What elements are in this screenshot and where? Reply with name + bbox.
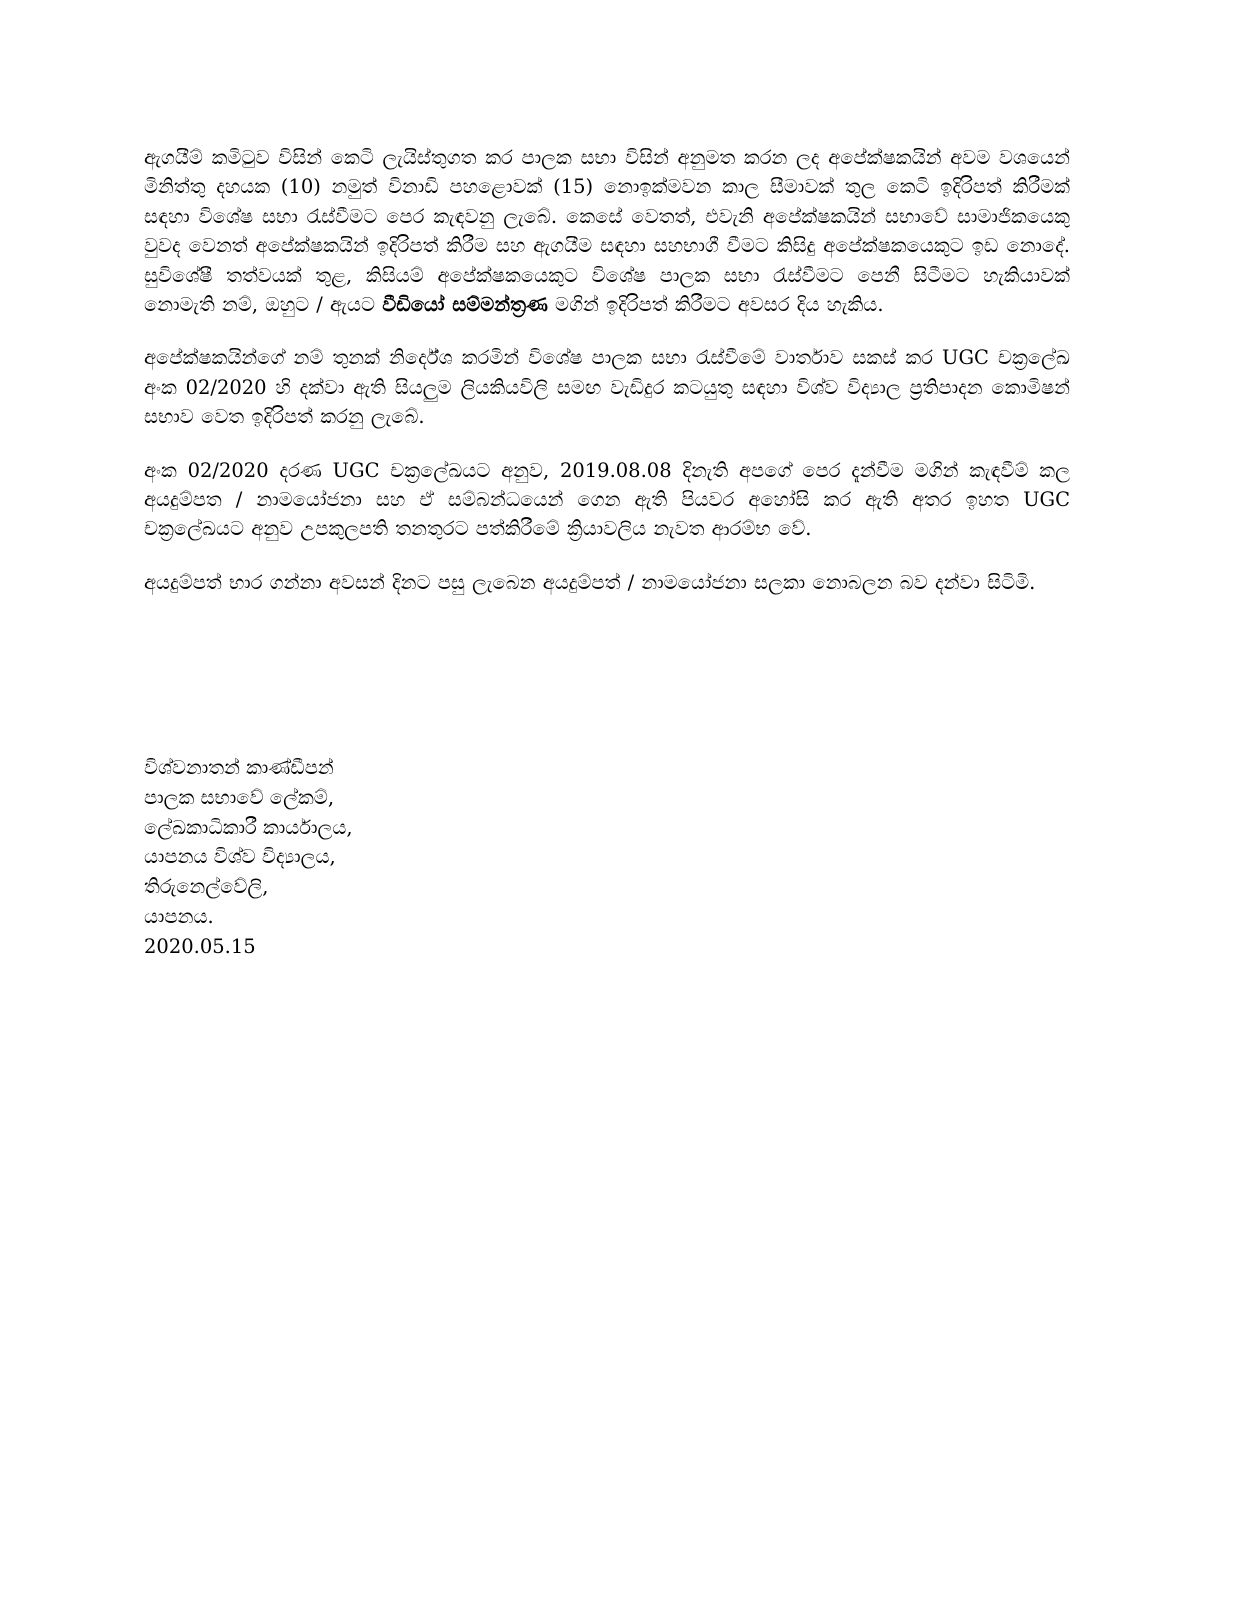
- document-body: [144, 143, 1070, 621]
- signatory-place: තිරුනෙල්වේලි,: [144, 875, 269, 899]
- signatory-city: යාපනය.: [144, 904, 214, 928]
- paragraph-text: ඇගයීම් කමිටුව විසින් කෙටි ලැයිස්තුගත කර පාලක සභා විසින් අනුමත කරන ලද අපේක්ෂකයින් අවම වශයෙන් මිනිත්තු දහයක (10) නමුත් විනාඩි පහළොවක් (15) නොඉක්මවන කාල සීමාවක් තුල කෙටි ඉදිරිපත් කිරීමක් සඳහා විශේෂ සභා රැස්වීමට පෙර කැඳවනු ලැබේ. කෙසේ වෙතත්, එවැනි අපේක්ෂකයින් සභාවේ සාමාජිකයෙකු වුවද වෙනත් අපේක්ෂකයින් ඉදිරිපත් කිරීම සහ ඇගයීම සඳහා සහභාගී වීමට කිසිදු අපේක්ෂකයෙකුට ඉඩ නොදේ. සුවිශේෂී තත්වයක් තුළ, කිසියම් අපේක්ෂකයෙකුට විශේෂ පාලක සභා රැස්වීමට පෙනී සිටීමට හැකියාවක් නොමැති නම්, ඔහුට / ඇයට: [144, 146, 1070, 317]
- paragraph-late-applications: අයදුම්පත් භාර ගන්නා අවසන් දිනට පසු ලැබෙන අයදුම්පත් / නාමයෝජනා සලකා නොබලන බව දන්වා සිටිමි.: [144, 570, 1036, 594]
- paragraph-report-submission: අපේක්ෂකයින්ගේ නම් තුනක් නිර්දේශ කරමින් විශේෂ පාලක සභා රැස්වීමේ වාර්තාව සකස් කර UGC චක්‍රලේඛ අංක 02/2020 හි දක්වා ඇති සියලුම ලියකියවිලි සමඟ වැඩිදුර කටයුතු සඳහා විශ්ව විද්‍යාල ප්‍රතිපාදන කොමිෂන් සභාව වෙත ඉදිරිපත් කරනු ලැබේ.: [144, 346, 1070, 429]
- signatory-institution: යාපනය විශ්ව විද්‍යාලය,: [144, 845, 336, 869]
- emphasis-video-conference: වීඩියෝ සම්මන්ත්‍රණ: [382, 293, 548, 317]
- paragraph-interview-process: [144, 143, 1070, 319]
- signatory-office: ලේඛකාධිකාරී කාර්යාලය,: [144, 815, 353, 839]
- signature-date: 2020.05.15: [144, 934, 256, 958]
- paragraph-text: මගින් ඉදිරිපත් කිරීමට අවසර දිය හැකිය.: [547, 293, 884, 317]
- signature-block: [144, 753, 353, 962]
- signatory-title: පාලක සභාවේ ලේකම්,: [144, 785, 335, 809]
- signatory-name: විශ්වනාතන් කාණ්ඩීපන්: [144, 756, 334, 779]
- paragraph-process-restart: අංක 02/2020 දරණ UGC චක්‍රලේඛයට අනුව, 2019.08.08 දිනැති අපගේ පෙර දැන්වීම මගින් කැඳවීම් කල අයදුම්පත / නාමයෝජනා සහ ඒ සම්බන්ධයෙන් ගෙන ඇති පියවර අහෝසි කර ඇති අතර ඉහත UGC චක්‍රලේඛයට අනුව උපකුලපති තනතුරට පත්කිරීමේ ක්‍රියාවලිය නැවත ආරම්භ වේ.: [144, 458, 1070, 541]
